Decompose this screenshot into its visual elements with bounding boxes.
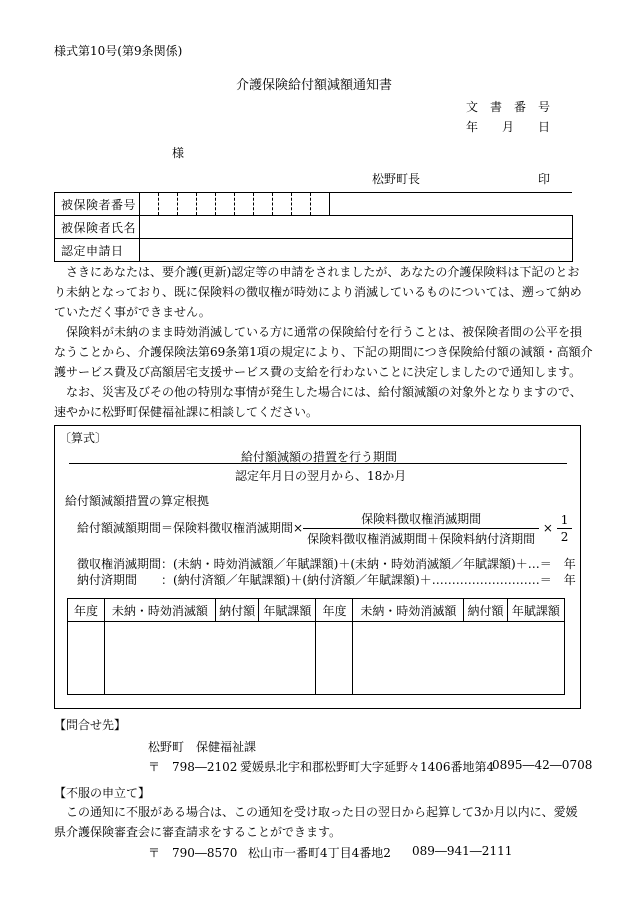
- digit-cell: [178, 193, 197, 216]
- body-paragraph-1: さきにあなたは、要介護(更新)認定等の申請をされましたが、あなたの介護保険料は下記のとお り未納となっており、既に保険料の徴収権が時効により消滅しているものについては、遡って納め ていただく事ができません。 保険料が未納のまま時効消滅している方に通常の保険給付を行うことは、被保険者間の公平を損 なうことから、介護保険法第69条第1項の規定により、下記の期間につき保険給付額の減額・高額介 護サービス費及び高額居宅支援サービス費の支給を行わないことに決定しましたので通知します。 なお、災害及びその他の特別な事情が発生した場合には、給付額減額の対象外となりますので、 速やかに松野町保健福祉課に相談してください。: [54, 265, 593, 419]
- period-divider: [69, 463, 567, 464]
- period-title: 給付額減額の措置を行う期間: [241, 450, 398, 464]
- digit-cell: [292, 193, 311, 216]
- date-label: 年 月 日: [466, 120, 551, 134]
- contact-address: 愛媛県北宇和郡松野町大字延野々1406番地第4: [240, 760, 495, 774]
- digit-cell: [197, 193, 216, 216]
- appeal-phone: 089―941―2111: [412, 844, 513, 858]
- digit-cell: [311, 193, 330, 216]
- appeal-postal: 〒 790―8570: [148, 846, 238, 860]
- period-description: 認定年月日の翌月から、18か月: [235, 469, 407, 483]
- yearly-amounts-table: [67, 598, 565, 695]
- application-date-label: 認定申請日: [55, 239, 140, 262]
- contact-phone: 0895―42―0708: [492, 758, 593, 772]
- contact-office: 松野町 保健福祉課: [148, 740, 257, 754]
- appeal-heading: 【不服の申立て】: [54, 786, 151, 800]
- ratio-fraction: $\frac{\text{保険料徴収権消滅期間}}{\text{保険料徴収権消滅期間＋保険料納付済期間}}$: [303, 510, 539, 547]
- insured-number-label: 被保険者番号: [55, 193, 140, 216]
- recipient-suffix: 様: [172, 146, 185, 160]
- header-paid: 納付額: [215, 599, 259, 622]
- calc-label: 〔算式〕: [59, 431, 108, 445]
- paid-period-formula: 納付済期間 ：(納付済額／年賦課額)＋(納付済額／年賦課額)＋………………………＝ 年: [77, 573, 576, 587]
- digit-cell: [273, 193, 292, 216]
- application-date-value: [140, 239, 573, 262]
- document-title: 介護保険給付額減額通知書: [236, 78, 393, 93]
- table-row: [68, 622, 565, 695]
- expired-period-formula: 徴収権消滅期間：(未納・時効消滅額／年賦課額)＋(未納・時効消滅額／年賦課額)＋…＝ 年: [77, 557, 576, 571]
- header-year: 年度: [316, 599, 353, 622]
- issuer-name: 松野町長: [372, 172, 421, 186]
- appeal-text: この通知に不服がある場合は、この通知を受け取った日の翌日から起算して3か月以内に、愛媛 県介護保険審査会に審査請求をすることができます。: [54, 805, 578, 839]
- digit-cell: [159, 193, 178, 216]
- digit-cell: [254, 193, 273, 216]
- basis-title: 給付額減額措置の算定根拠: [65, 494, 210, 508]
- insured-name-value: [140, 216, 573, 239]
- insured-name-label: 被保険者氏名: [55, 216, 140, 239]
- seal-mark: 印: [538, 172, 551, 186]
- header-annual: 年賦課額: [259, 599, 316, 622]
- insured-name-row: [55, 216, 573, 239]
- form-number: 様式第10号(第9条関係): [54, 44, 183, 58]
- insured-number-row: [55, 193, 573, 216]
- calculation-box: [54, 425, 581, 709]
- table-header-row: [68, 599, 565, 622]
- application-date-row: [55, 239, 573, 262]
- appeal-address: 松山市一番町4丁目4番地2: [248, 846, 391, 860]
- insured-info-table: [54, 192, 573, 262]
- contact-heading: 【問合せ先】: [54, 718, 127, 732]
- doc-number-label: 文 書 番 号: [466, 100, 551, 114]
- header-unpaid: 未納・時効消滅額: [353, 599, 464, 622]
- header-paid: 納付額: [464, 599, 508, 622]
- digit-cell: [140, 193, 159, 216]
- formula: 給付額減額期間＝保険料徴収権消滅期間× $\frac{\text{保険料徴収権消滅期間}}{\text{保険料徴収権消滅期間＋保険料納付済期間}}$ × $\frac{1}{2}$: [77, 510, 572, 547]
- header-year: 年度: [68, 599, 105, 622]
- half-fraction: $\frac{1}{2}$: [557, 513, 573, 544]
- header-annual: 年賦課額: [507, 599, 564, 622]
- digit-cell: [235, 193, 254, 216]
- header-unpaid: 未納・時効消滅額: [105, 599, 216, 622]
- digit-cell: [216, 193, 235, 216]
- contact-postal: 〒 798―2102: [148, 760, 238, 774]
